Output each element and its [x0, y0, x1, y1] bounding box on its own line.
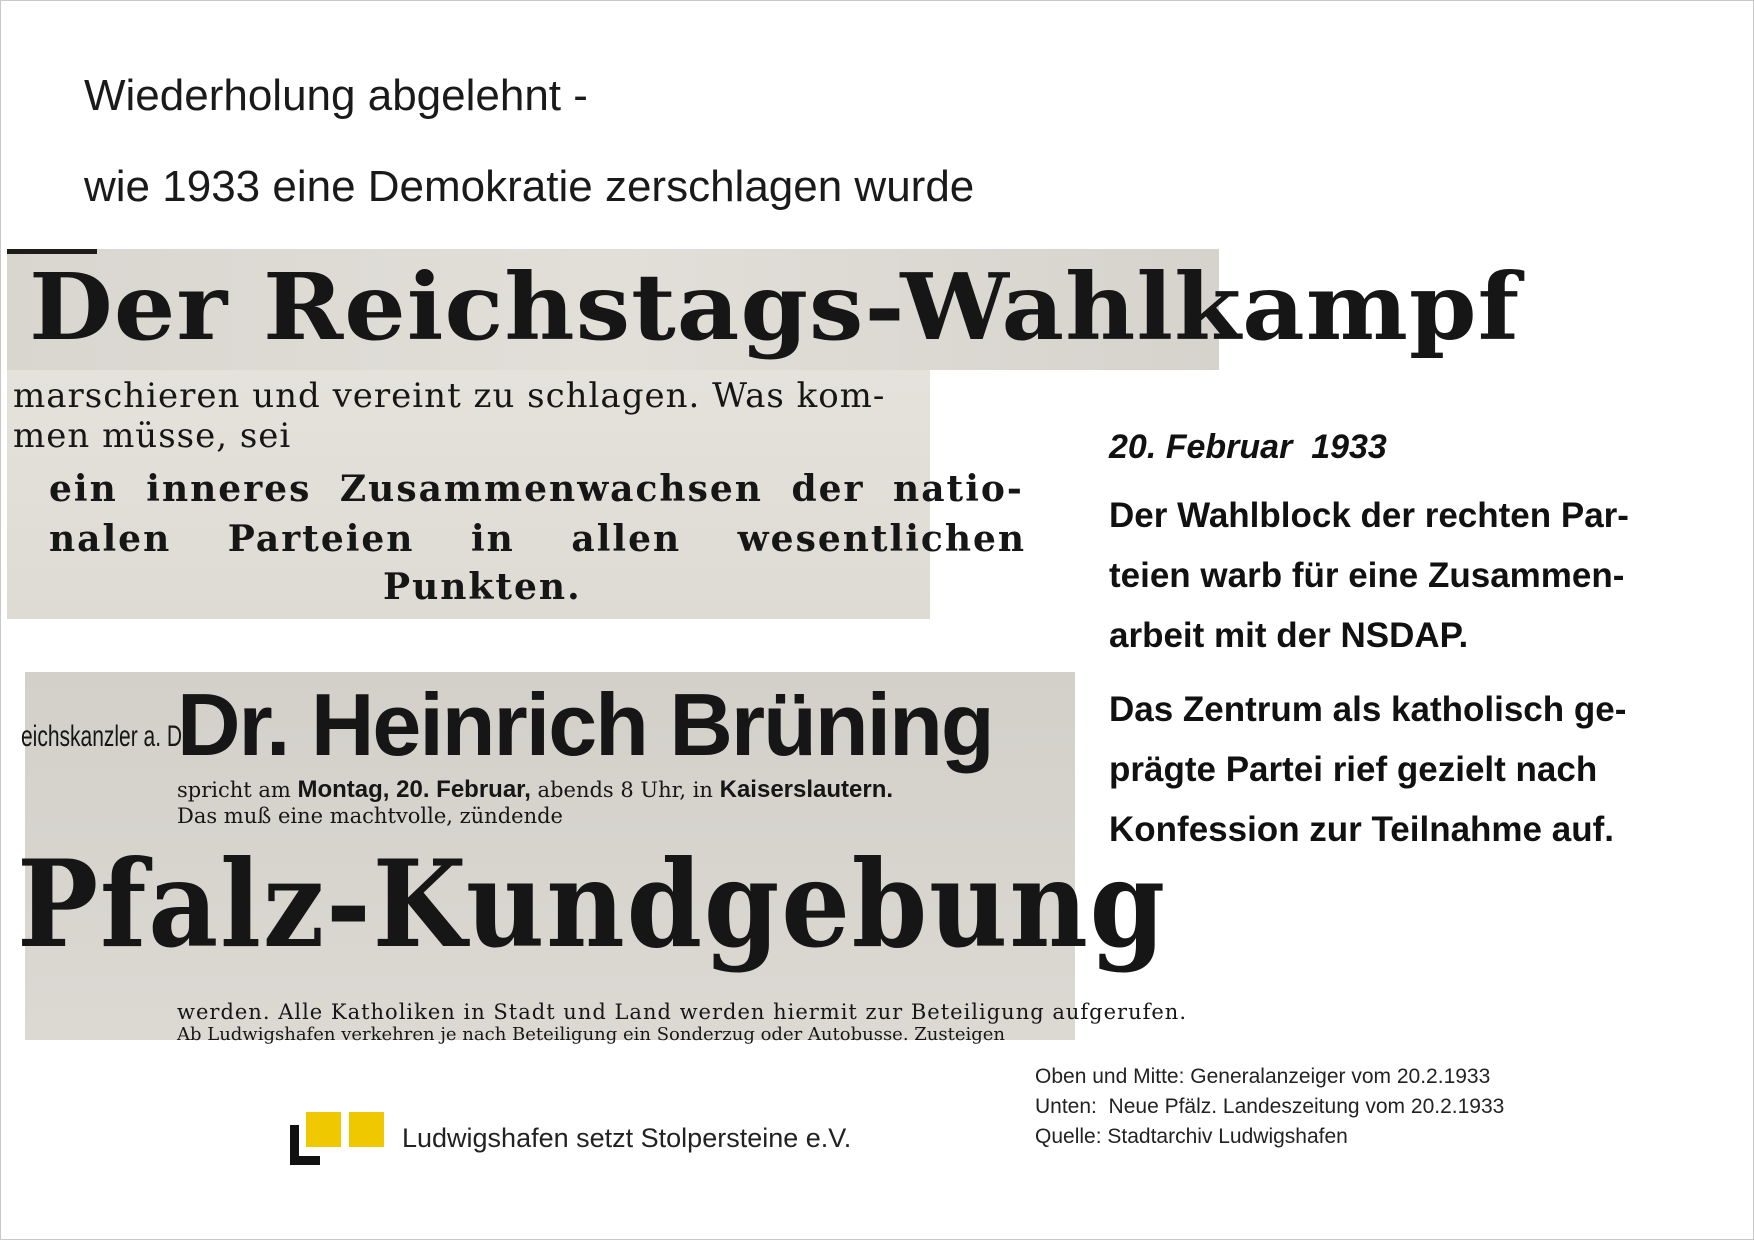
excerpt-line-4: nalen Parteien in allen wesentlichen	[49, 518, 1027, 560]
paragraph-zentrum	[1109, 680, 1709, 860]
ad-sub-place: Kaiserslautern.	[719, 776, 894, 803]
ad-footer-line-1: werden. Alle Katholiken in Stadt und Land werden hiermit zur Beteiligung aufgerufen.	[177, 1000, 1187, 1024]
ad-sub-mid: abends 8 Uhr, in	[530, 778, 720, 802]
paragraph-line: prägte Partei rief gezielt nach	[1109, 750, 1598, 789]
paragraph-line: Der Wahlblock der rechten Par-	[1109, 496, 1629, 535]
organization-name: Ludwigshafen setzt Stolpersteine e.V.	[402, 1123, 852, 1153]
ad-edge-text: eichskanzler a. D.	[21, 720, 188, 753]
logo-yellow-square	[306, 1112, 341, 1147]
logo-yellow-square	[349, 1112, 384, 1147]
source-credits	[1035, 1062, 1504, 1152]
excerpt-line-1: marschieren und vereint zu schlagen. Was kom-	[13, 376, 886, 416]
event-date: 20. Februar 1933	[1109, 428, 1387, 466]
paragraph-line: Das Zentrum als katholisch ge-	[1109, 690, 1627, 729]
newspaper-headline-clipping	[7, 249, 1521, 370]
credit-line: Quelle: Stadtarchiv Ludwigshafen	[1035, 1125, 1348, 1148]
ad-big-heading: Pfalz-Kundgebung	[17, 834, 1167, 975]
newspaper-advertisement-clipping	[17, 672, 1187, 1045]
ad-sub-date: Montag, 20. Februar,	[297, 776, 531, 803]
ad-subline-2: Das muß eine machtvolle, zündende	[177, 804, 563, 828]
paragraph-line: arbeit mit der NSDAP.	[1109, 616, 1469, 655]
slide-title-line-2: wie 1933 eine Demokratie zerschlagen wurde	[84, 162, 975, 211]
newspaper-excerpt-clipping	[7, 370, 1027, 619]
excerpt-line-5: Punkten.	[383, 566, 582, 608]
ad-speaker-name: Dr. Heinrich Brüning	[177, 675, 993, 774]
excerpt-line-2: men müsse, sei	[13, 416, 292, 456]
headline-text: Der Reichstags-Wahlkampf	[29, 253, 1521, 361]
paragraph-wahlblock	[1109, 486, 1709, 666]
credit-line: Oben und Mitte: Generalanzeiger vom 20.2.1933	[1035, 1065, 1491, 1088]
paragraph-line: Konfession zur Teilnahme auf.	[1109, 810, 1614, 849]
ad-subline-1	[177, 776, 893, 804]
excerpt-line-3: ein inneres Zusammenwachsen der natio-	[49, 468, 1024, 510]
slide-title-line-1: Wiederholung abgelehnt -	[84, 71, 588, 120]
logo-l-horizontal	[290, 1156, 320, 1165]
paragraph-line: teien warb für eine Zusammen-	[1109, 556, 1625, 595]
ad-footer-line-2: Ab Ludwigshafen verkehren je nach Beteiligung ein Sonderzug oder Autobusse. Zusteigen	[177, 1024, 1006, 1045]
credit-line: Unten: Neue Pfälz. Landeszeitung vom 20.2.1933	[1035, 1095, 1505, 1118]
organization-logo-icon	[290, 1112, 386, 1164]
ad-sub-prefix: spricht am	[177, 778, 298, 802]
